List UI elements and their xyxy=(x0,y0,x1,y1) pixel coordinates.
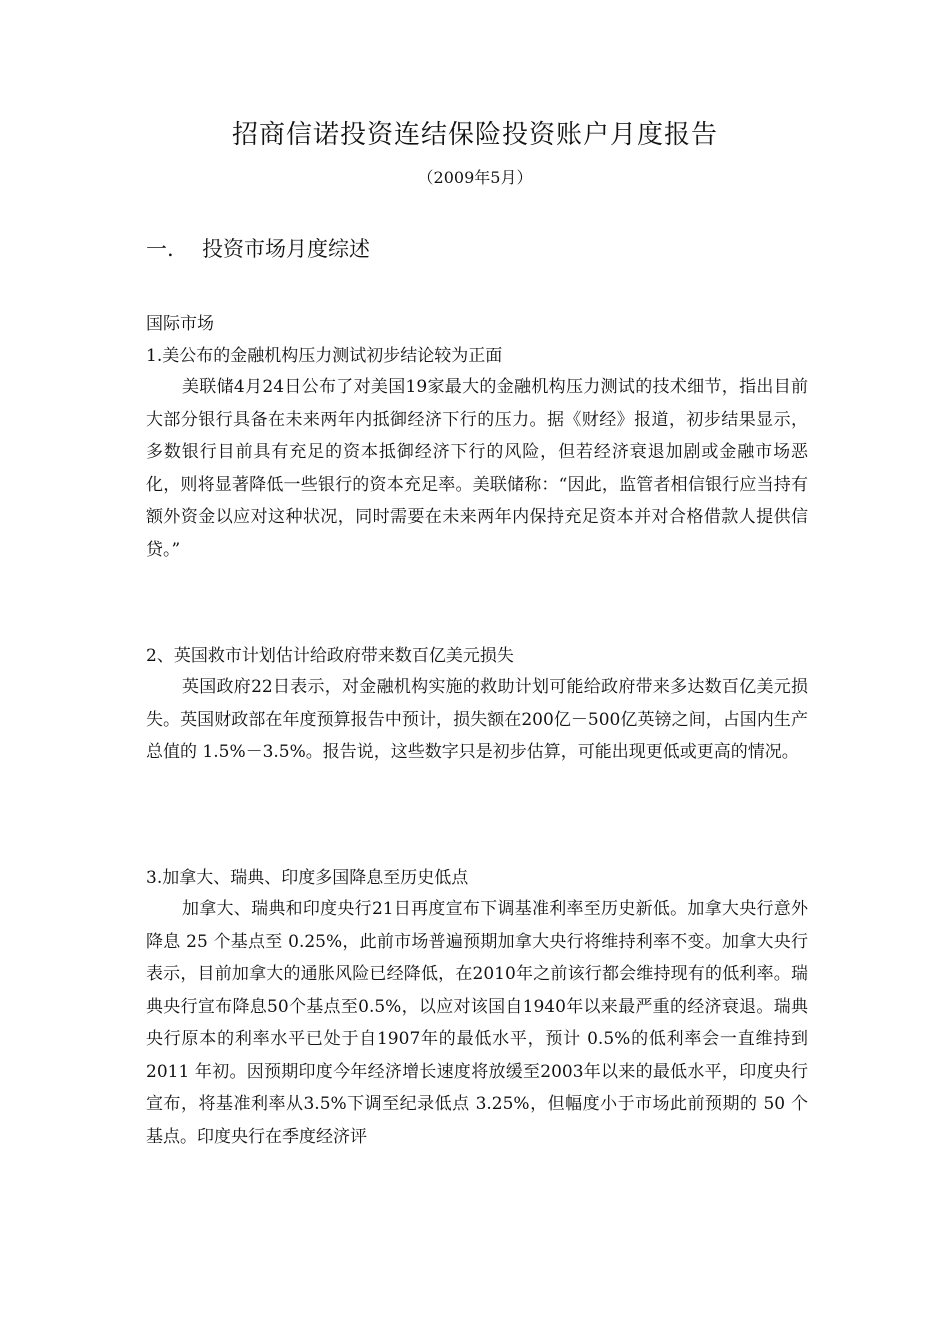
news-item-body: 美联储4月24日公布了对美国19家最大的金融机构压力测试的技术细节，指出目前大部分银行具备在未来两年内抵御经济下行的压力。据《财经》报道，初步结果显示，多数银行目前具有充足的资本抵御经济下行的风险，但若经济衰退加剧或金融市场恶化，则将显著降低一些银行的资本充足率。美联储称：“因此，监管者相信银行应当持有额外资金以应对这种状况，同时需要在未来两年内保持充足资本并对合格借款人提供信贷。” xyxy=(146,377,808,560)
news-item-heading: 2、英国救市计划估计给政府带来数百亿美元损失 xyxy=(146,646,514,666)
news-item-heading: 3.加拿大、瑞典、印度多国降息至历史低点 xyxy=(146,868,469,888)
report-title: 招商信诺投资连结保险投资账户月度报告 xyxy=(231,120,718,150)
news-item-body: 英国政府22日表示，对金融机构实施的救助计划可能给政府带来多达数百亿美元损失。英国财政部在年度预算报告中预计，损失额在200亿－500亿英镑之间，占国内生产总值的 1.5%－3.5%。报告说，这些数字只是初步估算，可能出现更低或更高的情况。 xyxy=(146,677,808,762)
news-item-heading: 1.美公布的金融机构压力测试初步结论较为正面 xyxy=(146,346,503,366)
section-number: 一. xyxy=(146,237,174,261)
news-item-1 xyxy=(146,341,808,566)
news-item-body: 加拿大、瑞典和印度央行21日再度宣布下调基准利率至历史新低。加拿大央行意外降息 25 个基点至 0.25%，此前市场普遍预期加拿大央行将维持利率不变。加拿大央行表示，目前加拿大的通胀风险已经降低，在2010年之前该行都会维持现有的低利率。瑞典央行宣布降息50个基点至0.5%，以应对该国自1940年以来最严重的经济衰退。瑞典央行原本的利率水平已处于自1907年的最低水平，预计 0.5%的低利率会一直维持到 2011 年初。因预期印度今年经济增长速度将放缓至2003年以来的最低水平，印度央行宣布，将基准利率从3.5%下调至纪录低点 3.25%，但幅度小于市场此前预期的 50 个基点。印度央行在季度经济评 xyxy=(146,899,808,1147)
subsection-label: 国际市场 xyxy=(146,314,214,334)
news-item-3 xyxy=(146,863,808,1153)
section-heading xyxy=(146,233,370,263)
news-item-2 xyxy=(146,641,808,769)
section-title: 投资市场月度综述 xyxy=(202,237,370,261)
report-date: （2009年5月） xyxy=(417,168,533,187)
